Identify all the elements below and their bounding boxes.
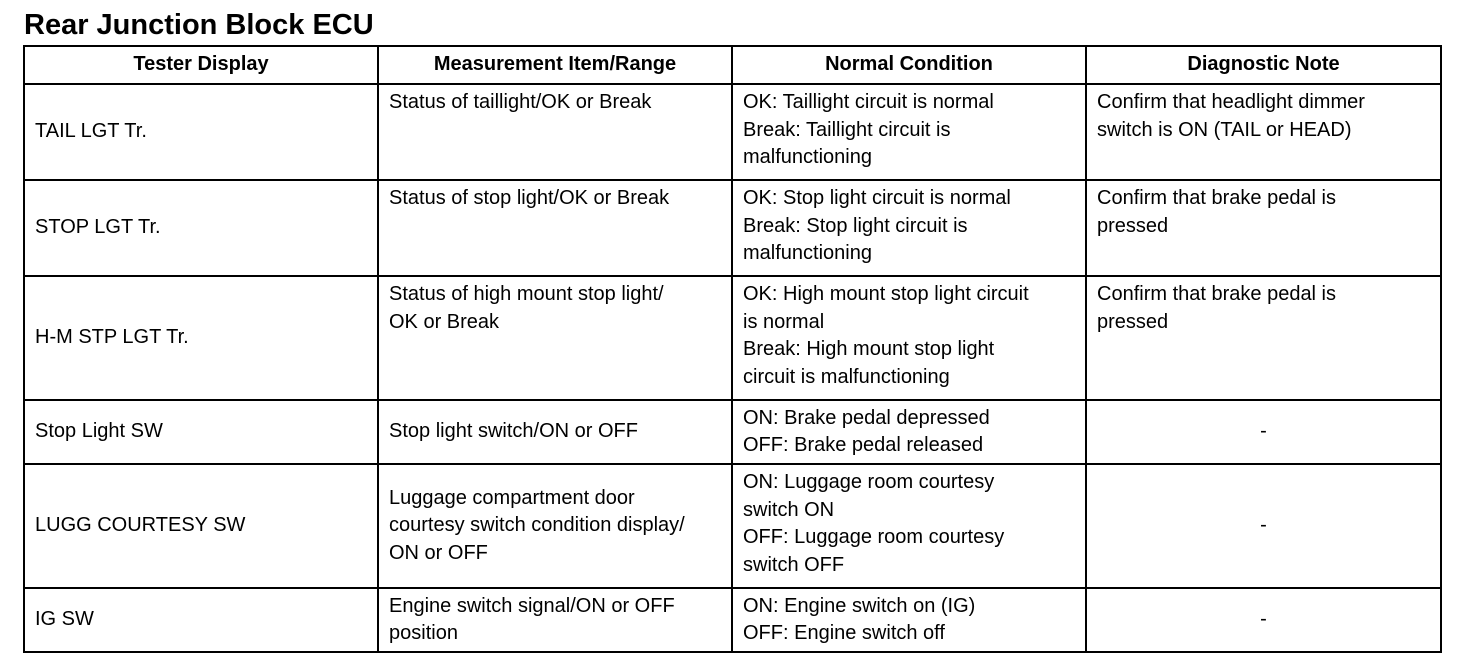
- table-row: [24, 588, 1441, 652]
- measurement-cell: [378, 180, 732, 276]
- tester-display-cell: H-M STP LGT Tr.: [24, 276, 378, 400]
- diagnostic-note-cell: [1086, 588, 1441, 652]
- diagnostic-note-cell: [1086, 180, 1441, 276]
- normal-condition-cell: [732, 276, 1086, 400]
- measurement-cell: [378, 400, 732, 464]
- normal-condition-line: Break: Stop light circuit is: [743, 214, 968, 237]
- diagnostic-note-cell: [1086, 276, 1441, 400]
- normal-condition-line: OK: Taillight circuit is normal: [743, 91, 994, 113]
- diagnostic-note-line: pressed: [1097, 214, 1169, 237]
- measurement-cell: [378, 464, 732, 588]
- header-tester-display: Tester Display: [24, 46, 378, 84]
- page-title: Rear Junction Block ECU: [24, 9, 374, 41]
- tester-display-cell: LUGG COURTESY SW: [24, 464, 378, 588]
- normal-condition-line: malfunctioning: [743, 146, 872, 168]
- diagnostic-note-line: pressed: [1097, 310, 1169, 333]
- normal-condition-line: OFF: Brake pedal released: [743, 434, 984, 456]
- diagnostic-note-line: switch is ON (TAIL or HEAD): [1097, 118, 1352, 141]
- normal-condition-line: is normal: [743, 310, 825, 333]
- normal-condition-line: OK: High mount stop light circuit: [743, 283, 1029, 305]
- normal-condition-line: OFF: Engine switch off: [743, 622, 945, 644]
- normal-condition-line: ON: Luggage room courtesy: [743, 471, 995, 493]
- diagnostic-note-cell: [1086, 464, 1441, 588]
- measurement-cell: [378, 84, 732, 180]
- diagnostic-note-cell: [1086, 400, 1441, 464]
- tester-display-cell: STOP LGT Tr.: [24, 180, 378, 276]
- table-row: [24, 400, 1441, 464]
- rear-junction-block-table: [23, 45, 1442, 653]
- diagnostic-note-cell: [1086, 84, 1441, 180]
- diagnostic-note-line: Confirm that brake pedal is: [1097, 187, 1337, 209]
- measurement-line: Stop light switch/ON or OFF: [389, 420, 638, 443]
- table-row: [24, 464, 1441, 588]
- tester-display-cell: Stop Light SW: [24, 400, 378, 464]
- normal-condition-cell: [732, 84, 1086, 180]
- table-row: [24, 180, 1441, 276]
- normal-condition-cell: [732, 180, 1086, 276]
- measurement-line: Status of stop light/OK or Break: [389, 187, 670, 209]
- normal-condition-line: OFF: Luggage room courtesy: [743, 526, 1005, 548]
- measurement-line: ON or OFF: [389, 541, 488, 564]
- measurement-line: courtesy switch condition display/: [389, 514, 685, 537]
- diagnostic-note-line: -: [1260, 514, 1267, 537]
- normal-condition-line: ON: Engine switch on (IG): [743, 594, 976, 617]
- diagnostic-note-line: Confirm that brake pedal is: [1097, 283, 1337, 305]
- table-row: [24, 276, 1441, 400]
- normal-condition-line: Break: High mount stop light: [743, 338, 995, 360]
- normal-condition-cell: [732, 464, 1086, 588]
- measurement-line: Status of taillight/OK or Break: [389, 91, 652, 113]
- measurement-cell: [378, 276, 732, 400]
- normal-condition-cell: [732, 400, 1086, 464]
- measurement-line: Luggage compartment door: [389, 486, 635, 509]
- normal-condition-line: Break: Taillight circuit is: [743, 118, 951, 141]
- normal-condition-line: switch OFF: [743, 553, 845, 576]
- normal-condition-line: ON: Brake pedal depressed: [743, 406, 990, 429]
- header-diagnostic-note: Diagnostic Note: [1086, 46, 1441, 84]
- table-header-row: [24, 46, 1441, 84]
- header-normal-condition: Normal Condition: [732, 46, 1086, 84]
- measurement-cell: [378, 588, 732, 652]
- normal-condition-line: switch ON: [743, 498, 835, 521]
- measurement-line: OK or Break: [389, 310, 500, 333]
- normal-condition-line: malfunctioning: [743, 242, 872, 264]
- diagnostic-note-line: -: [1260, 420, 1267, 443]
- normal-condition-cell: [732, 588, 1086, 652]
- normal-condition-line: OK: Stop light circuit is normal: [743, 187, 1011, 209]
- measurement-line: Engine switch signal/ON or OFF: [389, 594, 675, 617]
- measurement-line: position: [389, 622, 458, 644]
- tester-display-cell: TAIL LGT Tr.: [24, 84, 378, 180]
- diagnostic-note-line: -: [1260, 608, 1267, 631]
- table-row: [24, 84, 1441, 180]
- measurement-line: Status of high mount stop light/: [389, 283, 664, 305]
- tester-display-cell: IG SW: [24, 588, 378, 652]
- diagnostic-note-line: Confirm that headlight dimmer: [1097, 91, 1365, 113]
- header-measurement-item: Measurement Item/Range: [378, 46, 732, 84]
- normal-condition-line: circuit is malfunctioning: [743, 365, 950, 388]
